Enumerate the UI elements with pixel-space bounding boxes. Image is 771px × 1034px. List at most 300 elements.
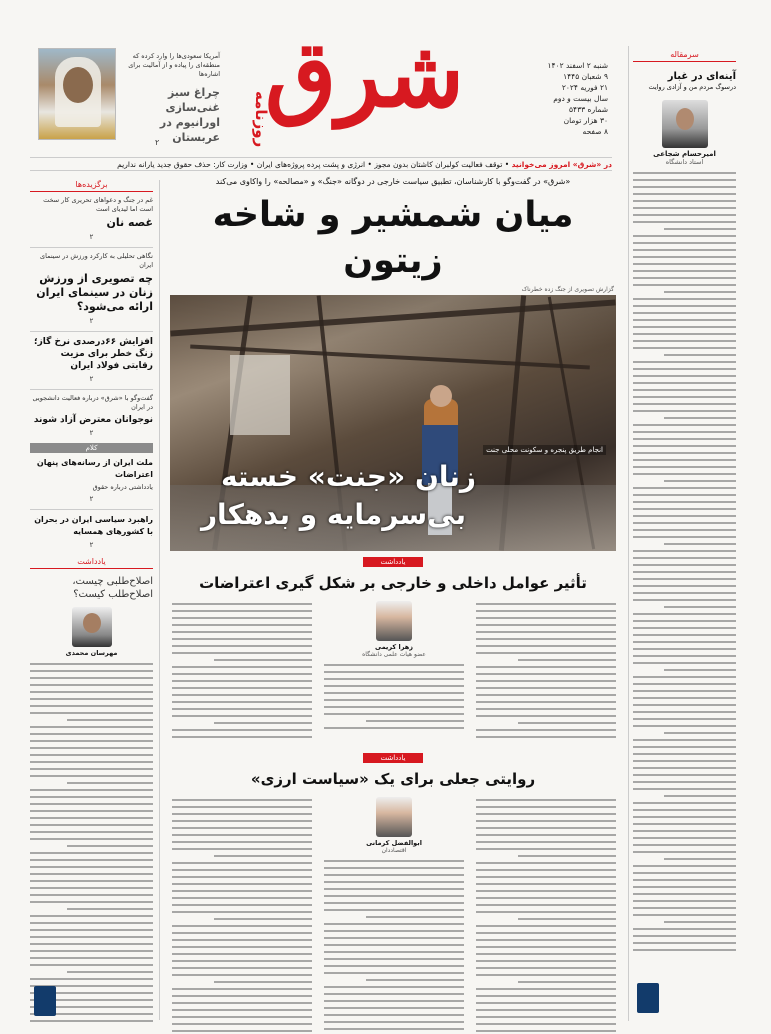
text-line [633, 494, 736, 496]
text-line [476, 813, 616, 815]
section1-title[interactable]: تأثیر عوامل داخلی و خارجی بر شکل گیری اعتراضات [199, 574, 587, 592]
editorial-author-role: استاد دانشگاه [665, 158, 704, 166]
highlight-item[interactable] [30, 252, 153, 325]
text-line [476, 827, 616, 829]
text-line [476, 617, 616, 619]
teaser-kicker: آمریکا سعودی‌ها را وارد کرده که منطقه‌ای را پیاده و از آمالیت برای اشاره‌ها [128, 52, 220, 78]
text-line [214, 918, 312, 920]
text-line [633, 802, 736, 804]
section1-body [166, 597, 620, 747]
text-line [633, 697, 736, 699]
highlight-page: ۲ [89, 317, 94, 325]
text-line [633, 305, 736, 307]
text-line [633, 704, 736, 706]
text-line [633, 186, 736, 188]
section2-author-photo [376, 797, 412, 837]
highlight-kicker: گفت‌وگو با «شرق» درباره فعالیت دانشجویی در ایران [32, 394, 153, 411]
text-line [633, 312, 736, 314]
text-line [30, 831, 153, 833]
mid-item[interactable] [30, 514, 153, 549]
text-line [633, 515, 736, 517]
text-line [633, 907, 736, 909]
lead-headline[interactable]: میان شمشیر و شاخه زیتون [212, 195, 574, 281]
text-line [633, 410, 736, 412]
section2-author: ابوالفضل کرمانی [366, 839, 422, 847]
text-line [30, 733, 153, 735]
text-line [476, 638, 616, 640]
text-line [172, 1016, 312, 1018]
text-line [633, 613, 736, 615]
text-line [324, 685, 464, 687]
text-line [172, 862, 312, 864]
highlights-column [30, 180, 160, 1020]
masthead [30, 20, 610, 158]
section2-tag: یادداشت [363, 753, 423, 763]
text-line [30, 936, 153, 938]
text-line [476, 834, 616, 836]
text-line [172, 1002, 312, 1004]
text-line [214, 659, 312, 661]
text-line [172, 932, 312, 934]
text-line [633, 326, 736, 328]
text-line [172, 806, 312, 808]
text-line [633, 620, 736, 622]
teaser-page-number: ۲ [155, 138, 160, 147]
text-line [67, 782, 153, 784]
text-line [172, 946, 312, 948]
note-kicker: یادداشت [30, 557, 153, 569]
text-line [476, 1030, 616, 1032]
text-line [664, 543, 736, 545]
text-line [664, 858, 736, 860]
text-line [324, 986, 464, 988]
text-line [324, 1021, 464, 1023]
text-line [476, 862, 616, 864]
text-line [476, 974, 616, 976]
text-line [633, 823, 736, 825]
text-line [30, 852, 153, 854]
text-line [633, 256, 736, 258]
text-line [664, 291, 736, 293]
text-line [172, 869, 312, 871]
note-author: مهرسان محمدی [65, 649, 118, 657]
news-strip-text: توقف فعالیت کولبران کاشتان بدون مجوز • انرژی و پشت پرده پروژه‌های ایران • وزارت کار: حذف حقوق جدید یارانه نداریم [117, 160, 503, 169]
text-line [633, 585, 736, 587]
highlight-page: ۲ [89, 233, 94, 241]
text-line [633, 809, 736, 811]
text-line [324, 972, 464, 974]
text-line [633, 746, 736, 748]
text-line [633, 683, 736, 685]
text-line [30, 873, 153, 875]
text-line [476, 869, 616, 871]
text-line [172, 666, 312, 668]
text-line [172, 694, 312, 696]
text-line [30, 817, 153, 819]
text-line [172, 624, 312, 626]
issue-pages: ۸ صفحه [582, 127, 608, 136]
text-line [664, 480, 736, 482]
text-line [324, 930, 464, 932]
highlight-item[interactable] [30, 196, 153, 241]
text-line [633, 466, 736, 468]
text-line [324, 1028, 464, 1030]
text-line [518, 981, 616, 983]
text-line [172, 610, 312, 612]
text-line [476, 680, 616, 682]
top-teaser[interactable] [30, 38, 220, 147]
text-line [67, 845, 153, 847]
text-line [633, 718, 736, 720]
text-line [172, 617, 312, 619]
text-line [633, 942, 736, 944]
text-line [476, 911, 616, 913]
text-line [476, 624, 616, 626]
text-line [172, 953, 312, 955]
text-line [30, 754, 153, 756]
news-strip-label: در «شرق» امروز می‌خوانید [511, 160, 612, 169]
text-line [633, 277, 736, 279]
text-line [172, 652, 312, 654]
text-line [476, 729, 616, 731]
text-line [664, 732, 736, 734]
text-line [633, 816, 736, 818]
text-line [214, 722, 312, 724]
text-line [476, 939, 616, 941]
issue-price: ۳۰ هزار تومان [563, 116, 608, 125]
text-line [172, 1009, 312, 1011]
text-line [172, 820, 312, 822]
editorial-body-text [633, 172, 736, 951]
text-line [324, 678, 464, 680]
text-line [324, 923, 464, 925]
text-line [172, 736, 312, 738]
hero-caption-line1: زنان «جنت» خسته [220, 460, 476, 493]
text-line [664, 354, 736, 356]
text-line [633, 655, 736, 657]
text-line [67, 908, 153, 910]
text-line [633, 438, 736, 440]
text-line [633, 928, 736, 930]
text-line [30, 670, 153, 672]
text-line [172, 834, 312, 836]
text-line [664, 795, 736, 797]
mid-item-title: ملت ایران از رسانه‌های پنهان اعتراضات [36, 458, 153, 479]
text-line [324, 664, 464, 666]
text-line [30, 929, 153, 931]
text-line [633, 935, 736, 937]
text-line [30, 957, 153, 959]
text-line [633, 767, 736, 769]
text-line [633, 550, 736, 552]
text-line [633, 886, 736, 888]
teaser-photo [38, 48, 116, 140]
editorial-kicker: سرمقاله [633, 50, 736, 62]
text-line [30, 705, 153, 707]
text-line [324, 860, 464, 862]
text-line [476, 967, 616, 969]
text-line [476, 708, 616, 710]
text-line [172, 974, 312, 976]
text-line [633, 690, 736, 692]
note-author-photo [72, 607, 112, 647]
text-line [476, 694, 616, 696]
text-line [30, 677, 153, 679]
newspaper-emblem-icon [34, 986, 56, 1016]
text-line [476, 715, 616, 717]
text-line [172, 988, 312, 990]
text-line [324, 692, 464, 694]
mid-item-title: راهبرد سیاسی ایران در بحران با کشورهای همسایه [34, 515, 153, 536]
text-line [476, 701, 616, 703]
text-line [324, 951, 464, 953]
text-line [172, 897, 312, 899]
hero-label: انجام طریق پنجره و سکونت محلی جنت [483, 445, 606, 455]
text-line [30, 789, 153, 791]
text-line [324, 881, 464, 883]
section2-body [166, 793, 620, 1034]
text-line [324, 874, 464, 876]
text-line [633, 389, 736, 391]
text-line [30, 901, 153, 903]
text-line [476, 1023, 616, 1025]
text-line [633, 893, 736, 895]
text-line [476, 799, 616, 801]
text-line [633, 662, 736, 664]
note-body-text [30, 663, 153, 1022]
text-line [172, 960, 312, 962]
text-line [30, 1020, 153, 1022]
text-line [324, 671, 464, 673]
text-line [633, 760, 736, 762]
editorial-subtitle: درسوگ مردم من و آزادی روایت [648, 83, 736, 91]
text-line [633, 431, 736, 433]
text-line [633, 536, 736, 538]
text-line [633, 263, 736, 265]
text-line [476, 995, 616, 997]
text-line [366, 916, 464, 918]
section1-author-photo [376, 601, 412, 641]
text-line [30, 838, 153, 840]
text-line [30, 663, 153, 665]
mid-item[interactable] [30, 457, 153, 503]
text-line [30, 894, 153, 896]
text-line [324, 888, 464, 890]
text-line [324, 699, 464, 701]
text-line [633, 949, 736, 951]
text-line [633, 179, 736, 181]
issue-year: سال بیست و دوم [553, 94, 608, 103]
text-line [324, 713, 464, 715]
text-line [172, 1030, 312, 1032]
logo-title: شرق [265, 20, 465, 128]
highlight-title: چه تصویری از ورزش زنان در سینمای ایران ارائه می‌شود؟ [36, 272, 153, 313]
text-line [476, 988, 616, 990]
text-line [633, 872, 736, 874]
text-line [664, 921, 736, 923]
text-line [633, 270, 736, 272]
text-line [518, 722, 616, 724]
highlight-kicker: غم در جنگ و دعواهای تحریری کار سخت است اما لیدیای است [43, 196, 153, 213]
text-line [172, 841, 312, 843]
text-line [30, 964, 153, 966]
text-line [633, 207, 736, 209]
text-line [633, 473, 736, 475]
text-line [633, 501, 736, 503]
news-strip: در «شرق» امروز می‌خوانید • توقف فعالیت کولبران کاشتان بدون مجوز • انرژی و پشت پرده پروژه‌های ایران • وزارت کار: حذف حقوق جدید یارانه نداریم [30, 157, 612, 171]
text-line [324, 958, 464, 960]
text-line [324, 902, 464, 904]
text-line [30, 726, 153, 728]
text-line [633, 725, 736, 727]
text-line [30, 880, 153, 882]
text-line [476, 925, 616, 927]
mid-item-page: ۲ [89, 495, 94, 503]
text-line [172, 638, 312, 640]
text-line [476, 806, 616, 808]
text-line [172, 890, 312, 892]
editorial-author: امیرحسام شجاعی [653, 150, 716, 158]
highlight-page: ۲ [89, 429, 94, 437]
text-line [30, 978, 153, 980]
section1-author: زهرا کریمی [375, 643, 413, 651]
text-line [633, 403, 736, 405]
section2-author-role: اقتصاددان [381, 847, 407, 854]
photo-credit: گزارش تصویری از جنگ زده خطرناک [521, 286, 614, 293]
text-line [67, 971, 153, 973]
text-line [476, 1016, 616, 1018]
text-line [633, 382, 736, 384]
highlight-title: غصه نان [106, 216, 153, 229]
text-line [633, 452, 736, 454]
editorial-title[interactable]: آینه‌ای در غبار [667, 71, 736, 82]
text-line [476, 890, 616, 892]
text-line [30, 950, 153, 952]
text-line [172, 603, 312, 605]
text-line [664, 606, 736, 608]
highlight-item[interactable] [30, 394, 153, 437]
text-line [30, 796, 153, 798]
text-line [67, 719, 153, 721]
text-line [633, 599, 736, 601]
text-line [633, 648, 736, 650]
text-line [633, 249, 736, 251]
text-line [30, 747, 153, 749]
text-line [172, 799, 312, 801]
text-line [172, 708, 312, 710]
issue-gregorian: ۲۱ فوریه ۲۰۲۴ [561, 83, 608, 92]
text-line [30, 691, 153, 693]
text-line [633, 284, 736, 286]
text-line [172, 673, 312, 675]
text-line [633, 837, 736, 839]
text-line [172, 883, 312, 885]
text-line [633, 445, 736, 447]
text-line [172, 813, 312, 815]
text-line [633, 347, 736, 349]
text-line [633, 865, 736, 867]
highlight-title: نوجوانان معترض آزاد شوند [33, 415, 153, 425]
text-line [633, 172, 736, 174]
text-line [30, 922, 153, 924]
text-line [30, 761, 153, 763]
section1-author-role: عضو هیات علمی دانشگاه [362, 651, 426, 658]
text-line [633, 557, 736, 559]
text-line [214, 855, 312, 857]
text-line [172, 701, 312, 703]
text-line [633, 200, 736, 202]
text-line [633, 368, 736, 370]
highlights-kicker: برگزیده‌ها [30, 180, 153, 192]
newspaper-emblem-icon [637, 983, 659, 1013]
text-line [633, 753, 736, 755]
text-line [633, 522, 736, 524]
note-title[interactable]: اصلاح‌طلبی چیست، اصلاح‌طلب کیست؟ [72, 576, 153, 600]
text-line [476, 652, 616, 654]
text-line [172, 687, 312, 689]
text-line [476, 841, 616, 843]
text-line [633, 830, 736, 832]
text-line [518, 855, 616, 857]
logo-subtitle: روزنامه [252, 91, 270, 148]
text-line [30, 824, 153, 826]
text-line [476, 631, 616, 633]
text-line [633, 851, 736, 853]
text-line [476, 932, 616, 934]
text-line [633, 396, 736, 398]
editorial-author-photo [662, 100, 708, 148]
text-line [324, 909, 464, 911]
text-line [476, 687, 616, 689]
text-line [476, 736, 616, 738]
text-line [30, 887, 153, 889]
highlight-title: افزایش ۶۶درصدی نرخ گاز؛ زنگ خطر برای مزیت رقابتی فولاد ایران [34, 337, 153, 371]
text-line [172, 680, 312, 682]
text-line [30, 712, 153, 714]
text-line [324, 944, 464, 946]
highlight-item[interactable] [30, 336, 153, 383]
text-line [172, 827, 312, 829]
text-line [633, 361, 736, 363]
text-line [476, 603, 616, 605]
text-line [476, 904, 616, 906]
hero-photo[interactable] [170, 295, 616, 551]
text-line [172, 631, 312, 633]
text-line [633, 242, 736, 244]
text-line [633, 214, 736, 216]
text-line [366, 979, 464, 981]
text-line [633, 627, 736, 629]
text-line [633, 375, 736, 377]
text-line [633, 578, 736, 580]
text-line [633, 193, 736, 195]
text-line [324, 965, 464, 967]
main-column [166, 176, 620, 1034]
text-line [172, 876, 312, 878]
text-line [172, 995, 312, 997]
text-line [476, 960, 616, 962]
section2-title[interactable]: روایتی جعلی برای یک «سیاست ارزی» [250, 770, 536, 788]
text-line [324, 1014, 464, 1016]
text-line [633, 774, 736, 776]
text-line [476, 673, 616, 675]
text-line [664, 669, 736, 671]
text-line [324, 1000, 464, 1002]
teaser-title: چراغ سبز غنی‌سازی اورانیوم در عربستان [159, 86, 220, 144]
text-line [633, 487, 736, 489]
text-line [633, 564, 736, 566]
text-line [30, 684, 153, 686]
